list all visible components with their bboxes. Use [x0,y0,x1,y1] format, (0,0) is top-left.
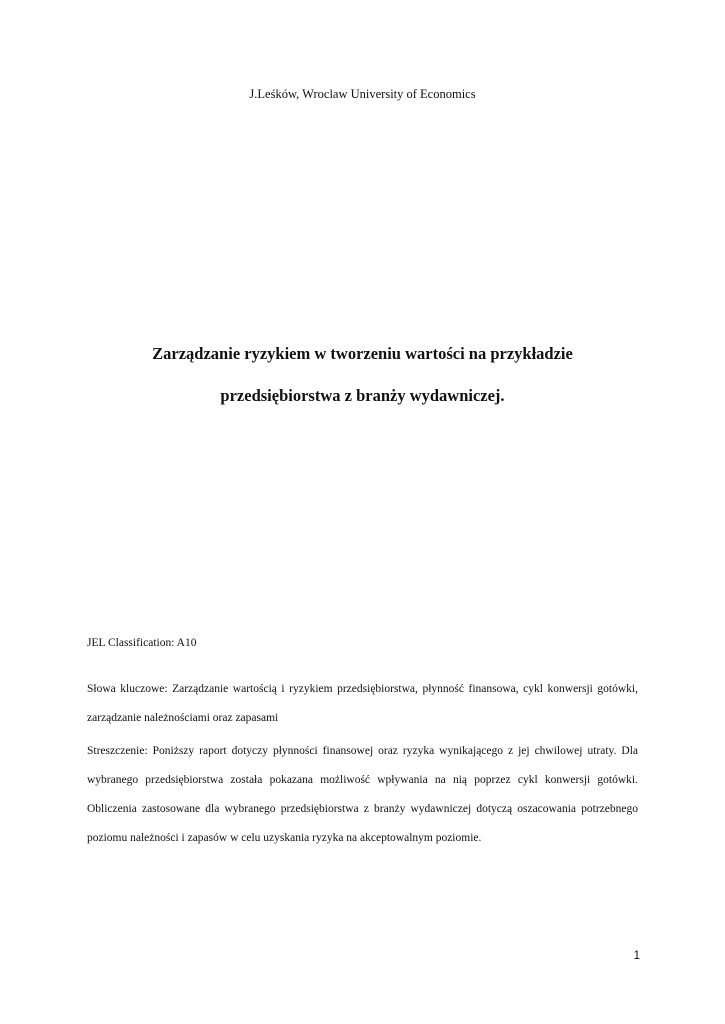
author-affiliation: J.Leśków, Wroclaw University of Economics [249,87,476,101]
page-number: 1 [633,950,640,962]
abstract-paragraph: Streszczenie: Poniższy raport dotyczy płynności finansowej oraz ryzyka wynikającego z jej chwilowej utraty. Dla wybranego przedsiębiorstwa została pokazana możliwość wpływania na nią poprzez cykl konwersji gotówki. Obliczenia zastosowane dla wybranego przedsiębiorstwa z branży wydawniczej dotyczą oszacowania potrzebnego poziomu należności i zapasów w celu uzyskania ryzyka na akceptowalnym poziomie. [87,745,638,844]
paper-title-line-1: Zarządzanie ryzykiem w tworzeniu wartości na przykładzie [152,344,573,363]
paper-title-line-2: przedsiębiorstwa z branży wydawniczej. [220,386,505,405]
jel-classification: JEL Classification: A10 [87,637,197,649]
keywords-paragraph: Słowa kluczowe: Zarządzanie wartością i ryzykiem przedsiębiorstwa, płynność finansowa, cykl konwersji gotówki, zarządzanie należnościami oraz zapasami [87,683,638,724]
